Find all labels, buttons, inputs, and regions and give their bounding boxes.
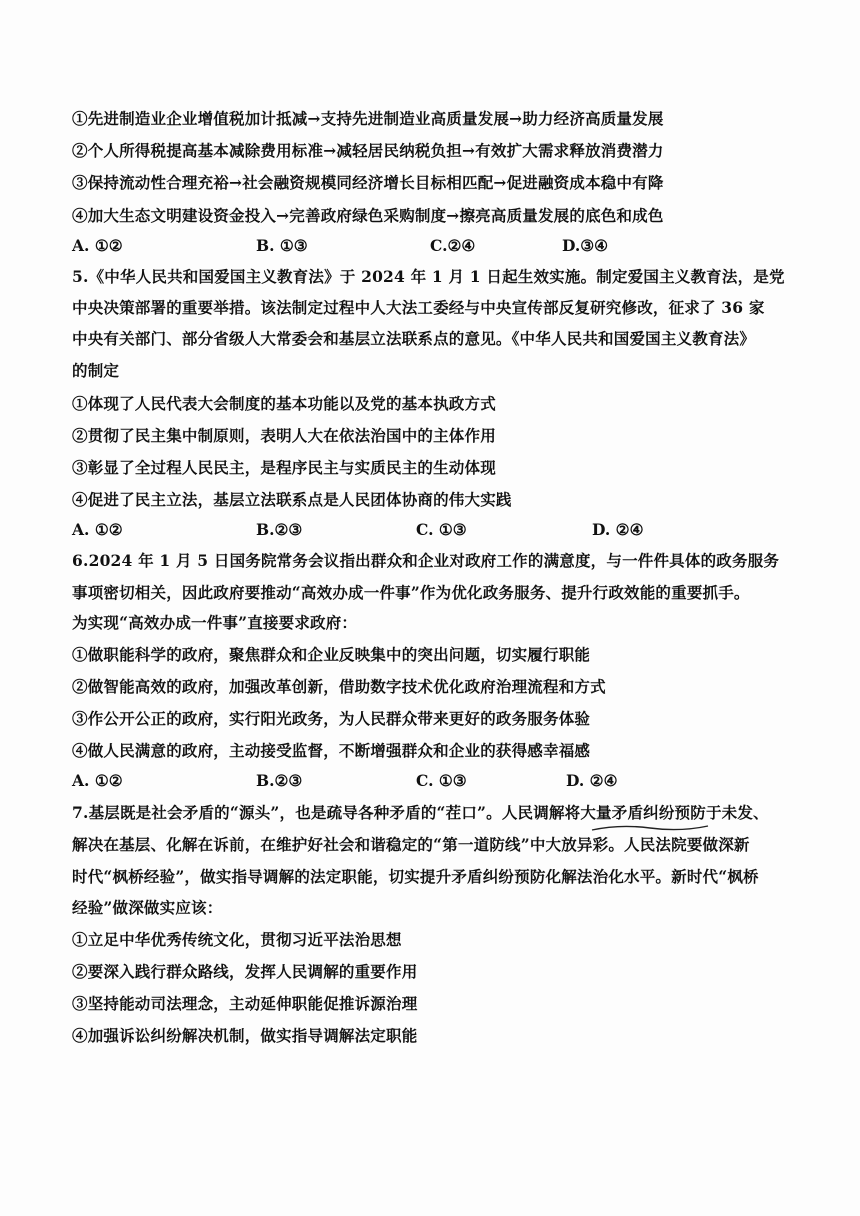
q5-choice-a: A. ①② (72, 520, 123, 539)
q5-option-4: ④促进了民主立法，基层立法联系点是人民团体协商的伟大实践 (72, 490, 512, 509)
q5-choice-b: B.②③ (256, 520, 303, 539)
q4-choice-c: C.②④ (430, 236, 476, 255)
q6-stem-line-3: 为实现“高效办成一件事”直接要求政府： (72, 613, 358, 632)
q6-option-4: ④做人民满意的政府，主动接受监督，不断增强群众和企业的获得感幸福感 (72, 741, 591, 760)
q6-option-3: ③作公开公正的政府，实行阳光政务，为人民群众带来更好的政务服务体验 (72, 709, 591, 728)
q7-option-4: ④加强诉讼纠纷解决机制，做实指导调解法定职能 (72, 1026, 418, 1045)
q5-choices (72, 520, 792, 542)
q5-option-1: ①体现了人民代表大会制度的基本功能以及党的基本执政方式 (72, 394, 496, 413)
q4-choices (72, 236, 792, 258)
q5-stem-line-4: 的制定 (72, 361, 120, 380)
q7-option-1: ①立足中华优秀传统文化，贯彻习近平法治思想 (72, 930, 402, 949)
q5-option-2: ②贯彻了民主集中制原则，表明人大在依法治国中的主体作用 (72, 426, 496, 445)
q6-choices (72, 771, 792, 793)
q5-stem-line-3: 中央有关部门、部分省级人大常委会和基层立法联系点的意见。《中华人民共和国爱国主义教育法》 (72, 329, 756, 348)
q7-option-2: ②要深入践行群众路线，发挥人民调解的重要作用 (72, 962, 418, 981)
q7-stem-line-2: 解决在基层、化解在诉前，在维护好社会和谐稳定的“第一道防线”中大放异彩。人民法院要做深新 (72, 835, 750, 854)
q6-stem-line-2: 事项密切相关，因此政府要推动“高效办成一件事”作为优化政务服务、提升行政效能的重要抓手。 (72, 583, 750, 602)
q5-choice-d: D. ②④ (592, 520, 644, 539)
q4-choice-a: A. ①② (72, 236, 123, 255)
q4-option-4: ④加大生态文明建设资金投入→完善政府绿色采购制度→擦亮高质量发展的底色和成色 (72, 206, 664, 225)
q5-stem-line-2: 中央决策部署的重要举措。该法制定过程中人大法工委经与中央宣传部反复研究修改，征求了 36 家 (72, 298, 765, 317)
q6-choice-d: D. ②④ (566, 771, 618, 790)
q4-choice-d: D.③④ (562, 236, 609, 255)
q7-stem-line-3: 时代“枫桥经验”，做实指导调解的法定职能，切实提升矛盾纠纷预防化解法治化水平。新时代“枫桥 (72, 867, 759, 886)
q7-stem-line-1: 7.基层既是社会矛盾的“源头”，也是疏导各种矛盾的“茬口”。人民调解将大量矛盾纠纷预防于未发、 (72, 803, 769, 822)
q5-choice-c: C. ①③ (416, 520, 467, 539)
q5-option-3: ③彰显了全过程人民民主，是程序民主与实质民主的生动体现 (72, 458, 496, 477)
q4-choice-b: B. ①③ (256, 236, 308, 255)
q6-choice-c: C. ①③ (416, 771, 467, 790)
q6-choice-a: A. ①② (72, 771, 123, 790)
q6-stem-line-1: 6.2024 年 1 月 5 日国务院常务会议指出群众和企业对政府工作的满意度，与一件件具体的政务服务 (72, 551, 780, 570)
q7-option-3: ③坚持能动司法理念，主动延伸职能促推诉源治理 (72, 994, 418, 1013)
q5-stem-line-1: 5.《中华人民共和国爱国主义教育法》于 2024 年 1 月 1 日起生效实施。制定爱国主义教育法，是党 (72, 267, 785, 286)
q7-stem-line-4: 经验”做深做实应该： (72, 898, 223, 917)
q4-option-3: ③保持流动性合理充裕→社会融资规模同经济增长目标相匹配→促进融资成本稳中有降 (72, 173, 664, 192)
q4-option-1: ①先进制造业企业增值税加计抵减→支持先进制造业高质量发展→助力经济高质量发展 (72, 109, 664, 128)
q6-option-1: ①做职能科学的政府，聚焦群众和企业反映集中的突出问题，切实履行职能 (72, 645, 591, 664)
q4-option-2: ②个人所得税提高基本减除费用标准→减轻居民纳税负担→有效扩大需求释放消费潜力 (72, 141, 664, 160)
q6-choice-b: B.②③ (256, 771, 303, 790)
pen-underline-mark (590, 822, 710, 836)
q6-option-2: ②做智能高效的政府，加强改革创新，借助数字技术优化政府治理流程和方式 (72, 677, 606, 696)
